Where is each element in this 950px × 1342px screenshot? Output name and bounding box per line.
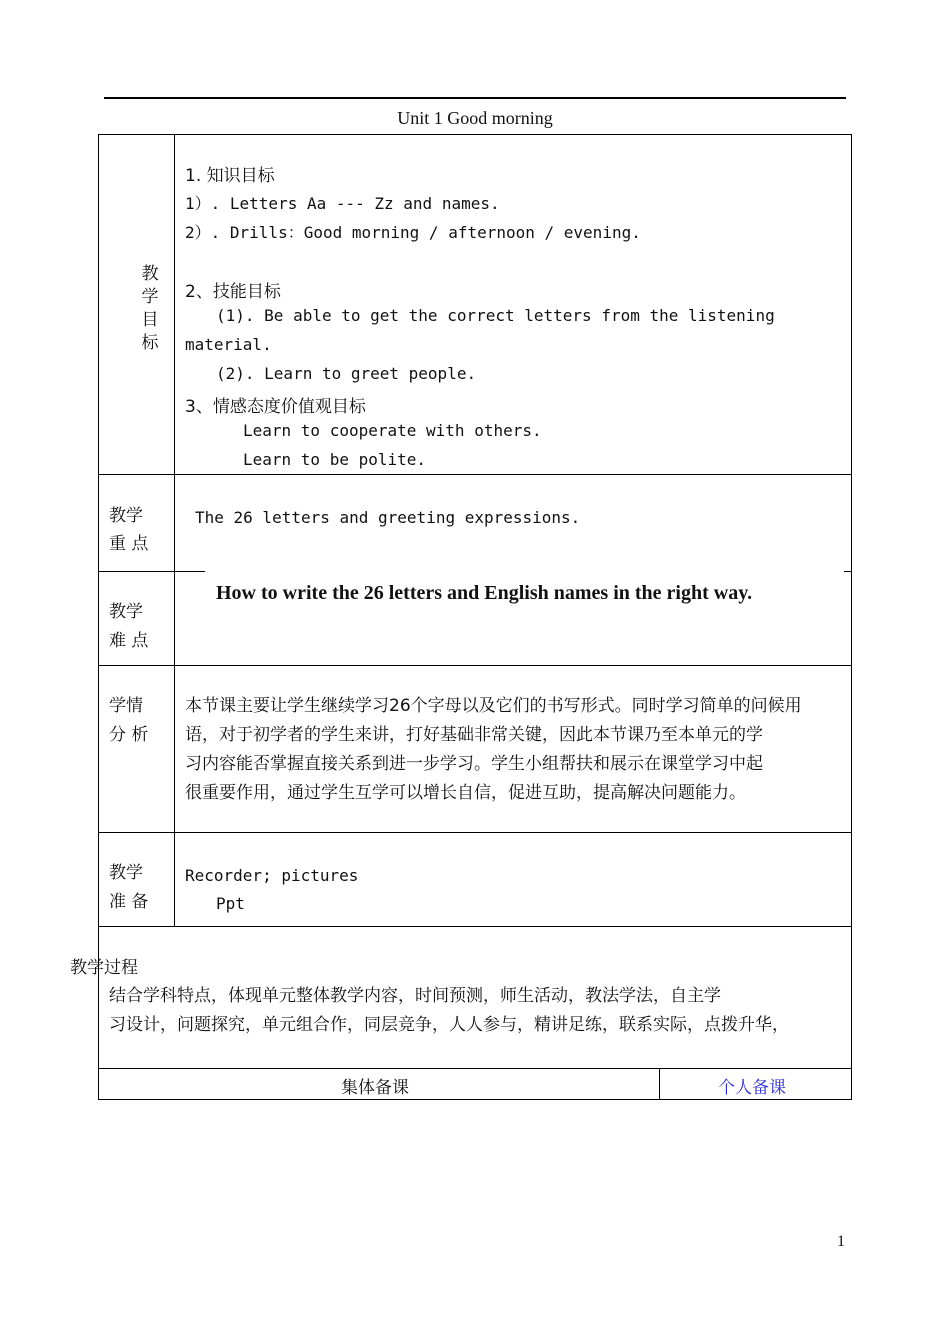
difficult-points-label-line1: 教学 xyxy=(109,602,143,622)
objective-line: Learn to be polite. xyxy=(243,450,427,469)
objective-line: 2、技能目标 xyxy=(185,282,281,302)
preparation-label-line2: 准 备 xyxy=(109,892,149,912)
difficult-points-text: How to write the 26 letters and English names in the right way. xyxy=(216,582,753,604)
objectives-label-char: 标 xyxy=(141,333,159,353)
key-points-label-line2: 重 点 xyxy=(109,534,149,554)
personal-label: 个人备课 xyxy=(718,1078,786,1098)
objectives-label xyxy=(138,263,162,355)
objective-line: 3、情感态度价值观目标 xyxy=(185,397,366,417)
objectives-label-cell xyxy=(98,134,175,474)
analysis-label-line2: 分 析 xyxy=(109,725,149,745)
analysis-line: 习内容能否掌握直接关系到进一步学习。学生小组帮扶和展示在课堂学习中起 xyxy=(185,754,763,774)
difficult-points-top-border xyxy=(175,571,205,572)
objective-line: (2). Learn to greet people. xyxy=(216,364,477,383)
preparation-line: Recorder; pictures xyxy=(185,866,359,885)
process-line: 结合学科特点，体现单元整体教学内容，时间预测，师生活动，教法学法，自主学 xyxy=(109,986,721,1006)
objective-line: 1）. Letters Aa --- Zz and names. xyxy=(185,194,500,213)
page-title: Unit 1 Good morning xyxy=(397,108,553,128)
header-rule xyxy=(104,97,846,99)
objective-line: (1). Be able to get the correct letters from the listening xyxy=(216,306,775,325)
objective-line: 1. 知识目标 xyxy=(185,166,275,186)
objectives-label-char: 教 xyxy=(141,264,159,284)
analysis-label-line1: 学情 xyxy=(109,696,143,716)
objective-line: 2）. Drills：Good morning / afternoon / evening. xyxy=(185,223,641,242)
objective-line: material. xyxy=(185,335,272,354)
objectives-label-char: 目 xyxy=(141,310,159,330)
key-points-label-line1: 教学 xyxy=(109,506,143,526)
preparation-line: Ppt xyxy=(216,894,245,913)
objective-line: Learn to cooperate with others. xyxy=(243,421,542,440)
collective-label: 集体备课 xyxy=(341,1078,409,1098)
process-label: 教学过程 xyxy=(70,958,138,978)
objectives-label-char: 学 xyxy=(141,287,159,307)
analysis-line: 本节课主要让学生继续学习26个字母以及它们的书写形式。同时学习简单的问候用 xyxy=(185,696,802,716)
difficult-points-label-line2: 难 点 xyxy=(109,631,149,651)
page-number: 1 xyxy=(837,1233,845,1250)
analysis-line: 很重要作用，通过学生互学可以增长自信，促进互助，提高解决问题能力。 xyxy=(185,783,746,803)
key-points-text: The 26 letters and greeting expressions. xyxy=(195,508,581,527)
process-line: 习设计，问题探究，单元组合作，同层竞争，人人参与，精讲足练，联系实际，点拨升华， xyxy=(109,1015,789,1035)
preparation-label-line1: 教学 xyxy=(109,863,143,883)
difficult-points-top-border-right xyxy=(844,571,852,572)
analysis-line: 语，对于初学者的学生来讲，打好基础非常关键，因此本节课乃至本单元的学 xyxy=(185,725,763,745)
